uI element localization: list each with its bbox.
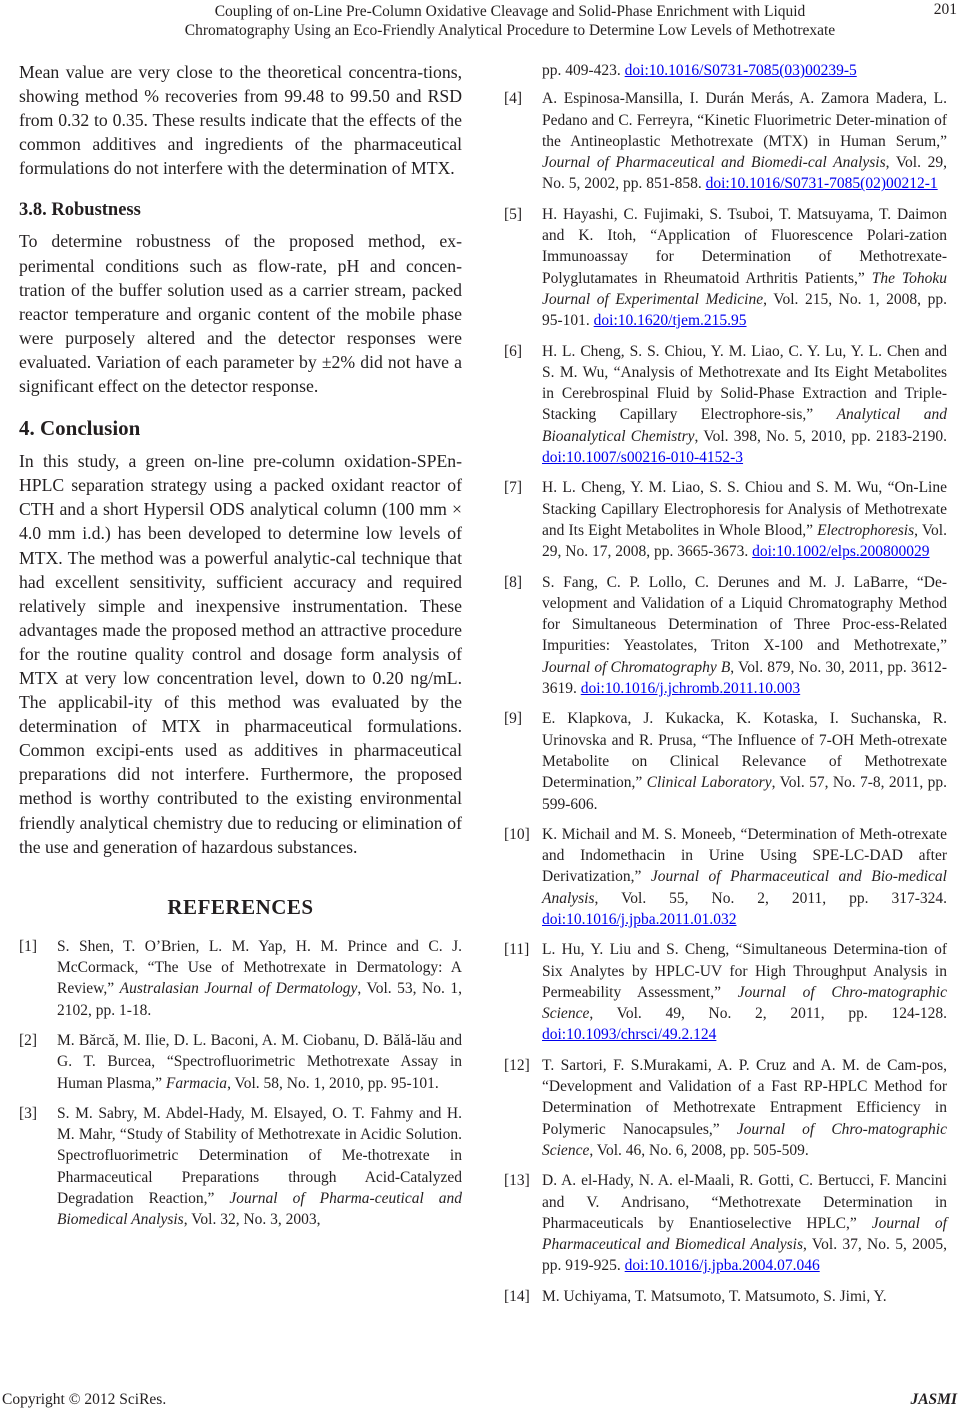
conclusion-heading: 4. Conclusion xyxy=(19,416,141,441)
reference-text xyxy=(57,1030,462,1094)
reference-item xyxy=(504,204,947,332)
reference-item xyxy=(504,88,947,194)
reference-text xyxy=(542,60,947,81)
reference-details: , Vol. 29, No. 5, 2002, pp. 851-858. xyxy=(542,154,947,193)
reference-body: K. Michail and M. S. Moneeb, “Determination of Meth-otrexate and Indomethacin in Urine Using SPE-LC-DAD after Derivatization,” xyxy=(542,825,947,886)
running-title-line1: Coupling of on-Line Pre-Column Oxidative Cleavage and Solid-Phase Enrichment with Liquid xyxy=(214,3,806,20)
reference-number: [1] xyxy=(19,937,38,955)
reference-doi-link[interactable]: doi:10.1016/S0731-7085(02)00212-1 xyxy=(705,175,938,193)
reference-text xyxy=(542,88,947,194)
reference-text xyxy=(542,572,947,700)
running-title-line2: Chromatography Using an Eco-Friendly Analytical Procedure to Determine Low Levels of Methotrexate xyxy=(184,22,836,39)
reference-body: S. Shen, T. O’Brien, L. M. Yap, H. M. Prince and C. J. McCormack, “The Use of Methotrexate in Dermatology: A Review,” xyxy=(57,937,462,998)
reference-body: S. Fang, C. P. Lollo, C. Derunes and M. J. LaBarre, “De-velopment and Validation of a Liquid Chromatography Method for Simultaneous Determination of Three Proc-ess-Related Impurities: Yeastolates, Triton X-100 and Methotrexate,” xyxy=(542,573,947,655)
reference-text xyxy=(57,1103,462,1231)
reference-item xyxy=(504,572,947,700)
reference-number: [4] xyxy=(504,90,523,108)
reference-item xyxy=(504,1170,947,1276)
reference-text xyxy=(542,477,947,562)
reference-journal: The Tohoku Journal of Experimental Medicine xyxy=(542,269,948,308)
reference-doi-link[interactable]: doi:10.1016/j.jchromb.2011.10.003 xyxy=(580,680,801,698)
reference-body: T. Sartori, F. S.Murakami, A. P. Cruz and A. M. de Cam-pos, “Development and Validation of a Fast RP-HPLC Method for Determination of Methotrexate Entrapment Efficiency in Polymeric Nanocapsules,” xyxy=(542,1056,947,1138)
reference-body: A. Espinosa-Mansilla, I. Durán Merás, A. Zamora Madera, L. Pedano and C. Ferreyra, “Kinetic Fluorimetric Deter-mination of the Antineoplastic Methotrexate (MTX) in Human Serum,” xyxy=(542,90,947,150)
reference-number: [12] xyxy=(504,1056,530,1074)
reference-journal: Journal of Chro-matographic Science xyxy=(542,983,947,1023)
footer-copyright: Copyright © 2012 SciRes. xyxy=(2,1391,167,1408)
reference-number: [8] xyxy=(504,573,523,591)
reference-details: , Vol. 398, No. 5, 2010, pp. 2183-2190. xyxy=(694,427,948,445)
reference-details: , Vol. 55, No. 2, 2011, pp. 317-324. xyxy=(594,889,947,907)
reference-text xyxy=(542,341,947,469)
reference-doi-link[interactable]: doi:10.1007/s00216-010-4152-3 xyxy=(542,449,744,467)
reference-item xyxy=(504,1055,947,1161)
running-head xyxy=(60,2,960,40)
reference-doi-link[interactable]: doi:10.1002/elps.200800029 xyxy=(752,543,930,561)
reference-journal: Journal of Chro-matographic Science xyxy=(542,1120,947,1159)
reference-details: , Vol. 53, No. 1, 2102, pp. 1-18. xyxy=(57,980,462,1019)
reference-details: , Vol. 215, No. 1, 2008, pp. 95-101. xyxy=(542,290,947,330)
reference-number: [9] xyxy=(504,710,523,728)
reference-details: , Vol. 879, No. 30, 2011, pp. 3612-3619. xyxy=(542,658,947,698)
reference-list-right xyxy=(504,60,947,1307)
reference-number: [7] xyxy=(504,479,523,497)
reference-item xyxy=(504,824,947,930)
reference-doi-link[interactable]: doi:10.1016/S0731-7085(03)00239-5 xyxy=(624,62,857,79)
reference-item xyxy=(504,341,947,469)
reference-number: [13] xyxy=(504,1172,530,1190)
reference-list-left xyxy=(19,936,462,1231)
reference-item xyxy=(504,477,947,562)
reference-text xyxy=(542,824,947,930)
reference-journal: Journal of Chromatography B xyxy=(542,658,731,676)
reference-body: H. Hayashi, C. Fujimaki, S. Tsuboi, T. Matsuyama, T. Daimon and K. Itoh, “Application of Fluorescence Polari-zation Immunoassay for Determination of Methotrexate-Polyglutamates in Rheumatoid Arthritis Patients,” xyxy=(542,205,947,287)
reference-text xyxy=(542,1170,947,1276)
reference-text xyxy=(542,1286,947,1307)
reference-number: [6] xyxy=(504,342,523,360)
reference-body: L. Hu, Y. Liu and S. Cheng, “Simultaneous Determina-tion of Six Analytes by HPLC-UV for High Throughput Analysis in Permeability Assessment,” xyxy=(542,941,947,1001)
reference-text xyxy=(542,708,947,814)
reference-body: M. Uchiyama, T. Matsumoto, T. Matsumoto, S. Jimi, Y. xyxy=(542,1287,887,1305)
reference-number: [11] xyxy=(504,941,530,959)
reference-body: H. L. Cheng, S. S. Chiou, Y. M. Liao, C. Y. Lu, Y. L. Chen and S. M. Wu, “Analysis of Methotrexate and Its Eight Metabolites in Cerebrospinal Fluid by Solid-Phase Extraction and Triple-Stacking Capillary Electrophore-sis,” xyxy=(542,342,947,424)
reference-number: [10] xyxy=(504,825,530,843)
footer-journal-abbrev: JASMI xyxy=(910,1391,957,1408)
reference-details: , Vol. 46, No. 6, 2008, pp. 505-509. xyxy=(589,1141,809,1159)
reference-details: , Vol. 58, No. 1, 2010, pp. 95-101. xyxy=(227,1074,439,1092)
reference-journal: Clinical Laboratory xyxy=(646,774,772,792)
reference-doi-link[interactable]: doi:10.1016/j.jpba.2011.01.032 xyxy=(542,910,737,928)
reference-body: D. A. el-Hady, N. A. el-Maali, R. Gotti, C. Bertucci, F. Mancini and V. Andrisano, “Methotrexate Determination in Pharmaceuticals by Enantioselective HPLC,” xyxy=(542,1172,947,1232)
reference-item xyxy=(504,1286,947,1307)
reference-journal: Journal of Pharmaceutical and Biomedi-cal Analysis xyxy=(542,154,886,172)
reference-doi-link[interactable]: doi:10.1016/j.jpba.2004.07.046 xyxy=(624,1257,820,1275)
reference-item xyxy=(504,939,947,1045)
reference-number: [3] xyxy=(19,1104,38,1122)
reference-body: S. M. Sabry, M. Abdel-Hady, M. Elsayed, O. T. Fahmy and H. M. Mahr, “Study of Stability of Methotrexate in Acidic Solution. Spectrofluorimetric Determination of Me-thotrexate in Pharmaceutical Preparations through Acid-Catalyzed Degradation Reaction,” xyxy=(57,1104,462,1207)
reference-journal: Australasian Journal of Dermatology xyxy=(119,980,358,998)
reference-journal: Electrophoresis xyxy=(817,521,915,539)
reference-number: [14] xyxy=(504,1287,530,1305)
reference-continuation xyxy=(504,60,947,81)
reference-text xyxy=(57,936,462,1021)
reference-text xyxy=(542,204,947,332)
page-number: 201 xyxy=(933,1,957,18)
reference-item xyxy=(19,1103,462,1231)
reference-journal: Journal of Pharmaceutical and Bio-medical Analysis xyxy=(542,868,947,907)
right-column xyxy=(504,60,947,1316)
left-column xyxy=(19,60,462,1240)
reference-journal: Analytical and Bioanalytical Chemistry xyxy=(542,406,947,445)
reference-details: , Vol. 32, No. 3, 2003, xyxy=(183,1211,321,1229)
reference-item xyxy=(19,936,462,1021)
reference-journal: Farmacia xyxy=(165,1074,228,1092)
references-heading: REFERENCES xyxy=(167,894,314,919)
reference-details: , Vol. 49, No. 2, 2011, pp. 124-128. xyxy=(589,1005,947,1023)
reference-doi-link[interactable]: doi:10.1093/chrsci/49.2.124 xyxy=(542,1026,717,1044)
reference-item xyxy=(504,708,947,814)
reference-body: M. Bărcă, M. Ilie, D. L. Baconi, A. M. Ciobanu, D. Bălă-lău and G. T. Burcea, “Spectrofluorimetric Methotrexate Assay in Human Plasma,” xyxy=(57,1031,462,1092)
robustness-paragraph: To determine robustness of the proposed method, ex-perimental conditions such as flow-rate, pH and concen-tration of the buffer solution used as a carrier stream, packed reactor temperature and organic content of the mobile phase were purposely altered and the detector responses were evaluated. Variation of each parameter by ±2% did not have a significant effect on the detector response. xyxy=(19,231,462,397)
reference-details: , Vol. 37, No. 5, 2005, pp. 919-925. xyxy=(542,1236,947,1275)
conclusion-paragraph: In this study, a green on-line pre-column oxidation-SPEn-HPLC separation strategy using a packed oxidant reactor of CTH and a short Hypersil ODS analytical column (100 mm × 4.0 mm i.d.) has been developed to determine low levels of MTX. The method was a powerful analytic-cal technique that had excellent sensitivity, sufficient accuracy and required relatively simple and inexpensive instrumentation. These advantages made the proposed method an attractive procedure for the routine quality control and dosage form analysis of MTX at very low concentration level, down to 0.20 ng/mL. The applicabil-ity of this method was evaluated by the determination of MTX in pharmaceutical formulations. Common excipi-ents used as additives in pharmaceutical preparations did not interfere. Furthermore, the proposed method is worthy contributed to the existing environmental friendly analytical chemistry due to reducing or elimination of the use and generation of hazardous substances. xyxy=(19,451,462,857)
reference-item xyxy=(19,1030,462,1094)
intro-paragraph: Mean value are very close to the theoretical concentra-tions, showing method % recoveries from 99.48 to 99.50 and RSD from 0.32 to 0.35. These results indicate that the effects of the common additives and ingredients of the pharmaceutical formulations do not interfere with the determination of MTX. xyxy=(19,62,462,179)
robustness-heading: 3.8. Robustness xyxy=(19,200,141,221)
reference-number: [5] xyxy=(504,205,523,223)
reference-body: E. Klapkova, J. Kukacka, K. Kotaska, I. Suchanska, R. Urinovska and R. Prusa, “The Influence of 7-OH Meth-otrexate Metabolite on Clinical Relevance of Methotrexate Determination,” xyxy=(542,710,947,792)
reference-details: , Vol. 29, No. 17, 2008, pp. 3665-3673. xyxy=(542,521,947,561)
reference-journal: Journal of Pharma-ceutical and Biomedical Analysis xyxy=(57,1189,462,1229)
reference-body: H. L. Cheng, Y. M. Liao, S. S. Chiou and S. M. Wu, “On-Line Stacking Capillary Electrophoresis for Analysis of Methotrexate and Its Eight Metabolites in Whole Blood,” xyxy=(542,479,947,539)
reference-text xyxy=(542,939,947,1045)
reference-doi-link[interactable]: doi:10.1620/tjem.215.95 xyxy=(593,312,747,330)
reference-body: pp. 409-423. xyxy=(542,62,625,79)
reference-details: , Vol. 57, No. 7-8, 2011, pp. 599-606. xyxy=(542,774,947,813)
reference-text xyxy=(542,1055,947,1161)
reference-number: [2] xyxy=(19,1031,38,1049)
reference-journal: Journal of Pharmaceutical and Biomedical Analysis xyxy=(542,1214,947,1254)
